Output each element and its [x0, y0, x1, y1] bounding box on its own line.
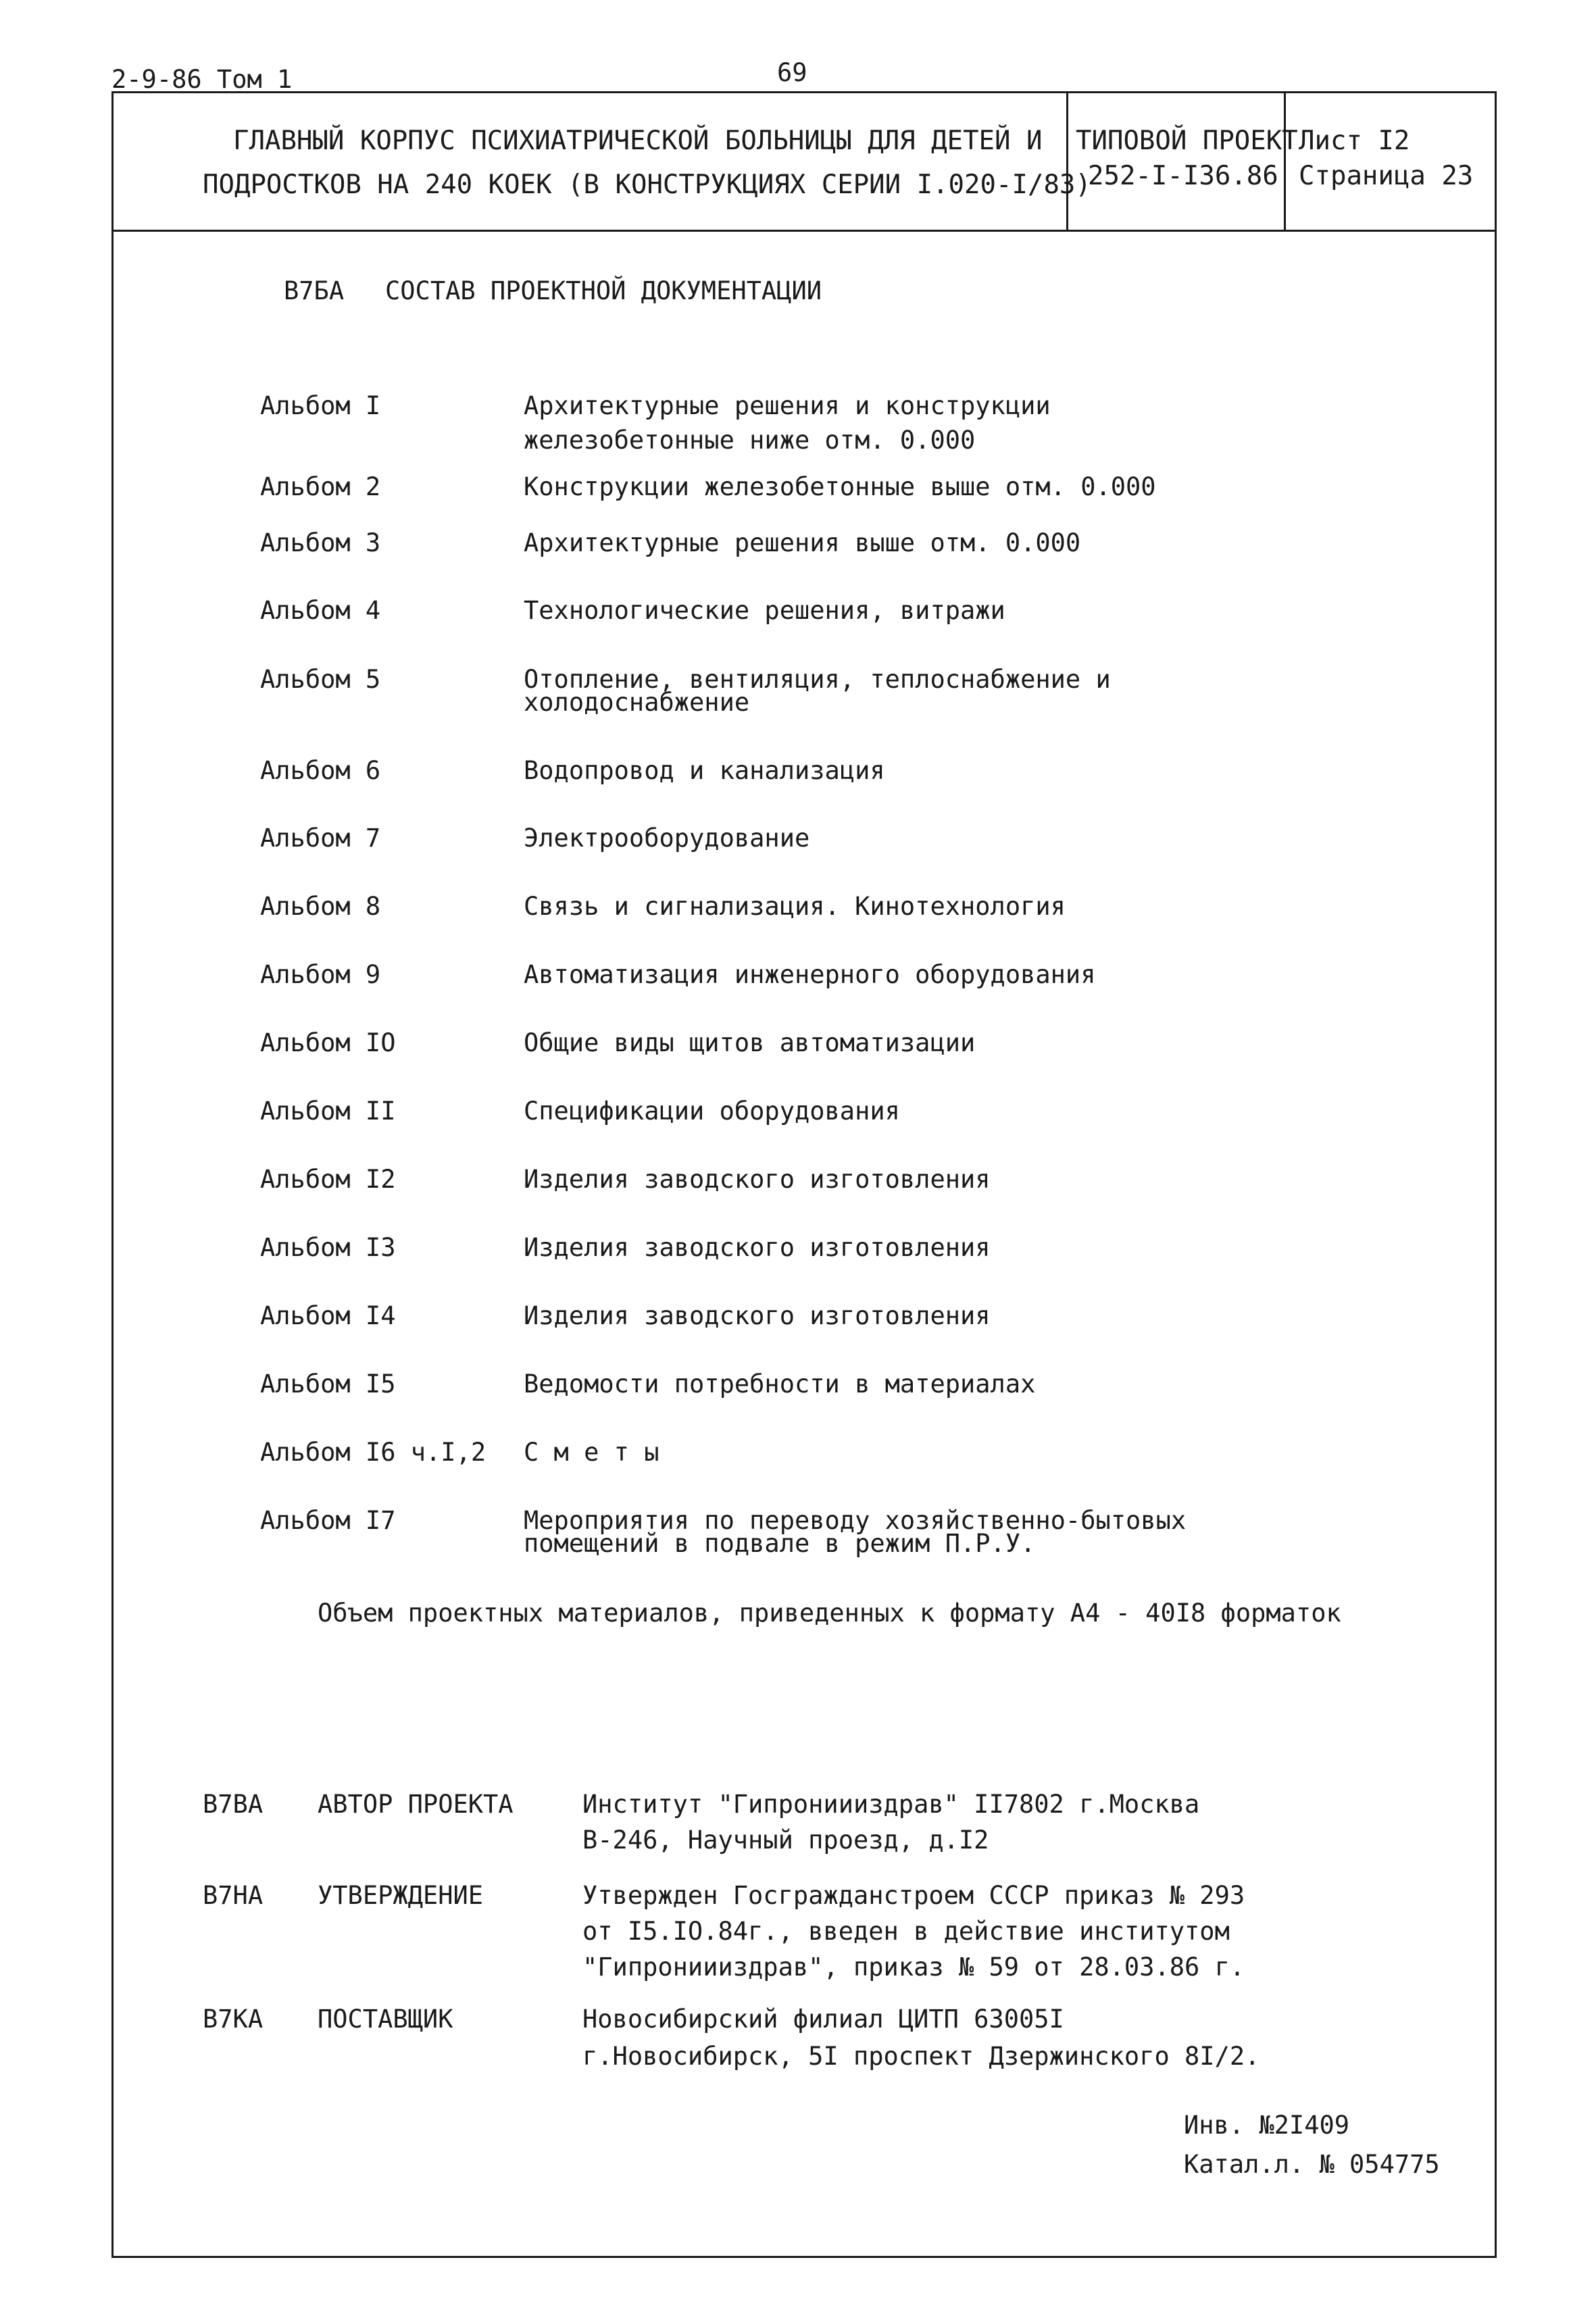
album-label: Альбом 7	[260, 824, 381, 853]
info-line: Утвержден Госгражданстроем СССР приказ № 293	[582, 1881, 1245, 1910]
album-label: Альбом 2	[260, 472, 381, 501]
album-description: Ведомости потребности в материалах	[524, 1369, 1036, 1399]
album-description: Мероприятия по переводу хозяйственно-бытовых	[524, 1506, 1187, 1535]
album-description: Изделия заводского изготовления	[524, 1301, 991, 1330]
volume-note: Объем проектных материалов, приведенных к формату А4 - 40I8 форматок	[318, 1599, 1341, 1628]
album-description: Технологические решения, витражи	[524, 596, 1005, 625]
album-label: Альбом 5	[260, 665, 381, 694]
header-column-divider	[1284, 91, 1286, 231]
album-description: Конструкции железобетонные выше отм. 0.000	[524, 472, 1156, 501]
album-label: Альбом I3	[260, 1233, 396, 1262]
section-code: В7БА	[284, 276, 345, 305]
album-description-cont: холодоснабжение	[524, 688, 750, 717]
album-label: Альбом I5	[260, 1369, 396, 1399]
album-label: Альбом 4	[260, 596, 381, 625]
info-code: В7НА	[203, 1881, 264, 1910]
album-label: Альбом 3	[260, 528, 381, 557]
info-code: В7ВА	[203, 1790, 264, 1819]
album-label: Альбом IO	[260, 1028, 396, 1057]
project-label: ТИПОВОЙ ПРОЕКТ	[1076, 126, 1298, 156]
album-label: Альбом II	[260, 1097, 396, 1126]
info-line: Новосибирский филиал ЦИТП 63005I	[582, 2005, 1064, 2034]
album-label: Альбом 6	[260, 756, 381, 785]
catalog-number: Катал.л. № 054775	[1184, 2150, 1440, 2179]
info-line: В-246, Научный проезд, д.I2	[582, 1826, 989, 1855]
album-description: Архитектурные решения и конструкции	[524, 391, 1051, 420]
info-section: ПОСТАВЩИК	[318, 2005, 453, 2034]
info-code: В7КА	[203, 2005, 264, 2034]
album-label: Альбом 9	[260, 960, 381, 989]
album-label: Альбом I6 ч.I,2	[260, 1438, 487, 1467]
project-number: 252-I-I36.86	[1088, 161, 1278, 191]
info-line: Институт "Гипрониииздрав" II7802 г.Москва	[582, 1790, 1200, 1819]
info-line: "Гипрониииздрав", приказ № 59 от 28.03.86 г.	[582, 1953, 1245, 1982]
header-title-line1: ГЛАВНЫЙ КОРПУС ПСИХИАТРИЧЕСКОЙ БОЛЬНИЦЫ ДЛЯ ДЕТЕЙ И	[233, 126, 1043, 156]
header-column-divider	[1066, 91, 1068, 231]
info-section: АВТОР ПРОЕКТА	[318, 1790, 514, 1819]
album-label: Альбом 8	[260, 892, 381, 921]
album-description: Изделия заводского изготовления	[524, 1233, 991, 1262]
album-description: Общие виды щитов автоматизации	[524, 1028, 976, 1057]
header-title-line2: ПОДРОСТКОВ НА 240 КОЕК (В КОНСТРУКЦИЯХ СЕРИИ I.020-I/83)	[203, 170, 1091, 200]
album-description: Изделия заводского изготовления	[524, 1165, 991, 1194]
album-description-cont: помещений в подвале в режим П.Р.У.	[524, 1529, 1036, 1558]
album-description: Водопровод и канализация	[524, 756, 885, 785]
album-description-cont: железобетонные ниже отм. 0.000	[524, 426, 976, 455]
header-divider	[111, 230, 1497, 232]
album-description: Спецификации оборудования	[524, 1097, 900, 1126]
album-label: Альбом I4	[260, 1301, 396, 1330]
volume-ref: 2-9-86 Том 1	[111, 65, 293, 94]
album-description: Отопление, вентиляция, теплоснабжение и	[524, 665, 1111, 694]
page-ref: Страница 23	[1299, 161, 1474, 191]
inventory-number: Инв. №2I409	[1184, 2111, 1350, 2140]
album-description: Автоматизация инженерного оборудования	[524, 960, 1096, 989]
info-line: г.Новосибирск, 5I проспект Дзержинского 8I/2.	[582, 2042, 1260, 2071]
album-label: Альбом I2	[260, 1165, 396, 1194]
page-number: 69	[777, 58, 807, 87]
album-description: Связь и сигнализация. Кинотехнология	[524, 892, 1066, 921]
sheet-number: Лист I2	[1299, 126, 1410, 156]
album-label: Альбом I	[260, 391, 381, 420]
album-description: Электрооборудование	[524, 824, 810, 853]
info-line: от I5.IO.84г., введен в действие институтом	[582, 1917, 1230, 1946]
album-description: С м е т ы	[524, 1438, 659, 1467]
section-title: СОСТАВ ПРОЕКТНОЙ ДОКУМЕНТАЦИИ	[385, 276, 822, 305]
album-label: Альбом I7	[260, 1506, 396, 1535]
album-description: Архитектурные решения выше отм. 0.000	[524, 528, 1081, 557]
info-section: УТВЕРЖДЕНИЕ	[318, 1881, 484, 1910]
